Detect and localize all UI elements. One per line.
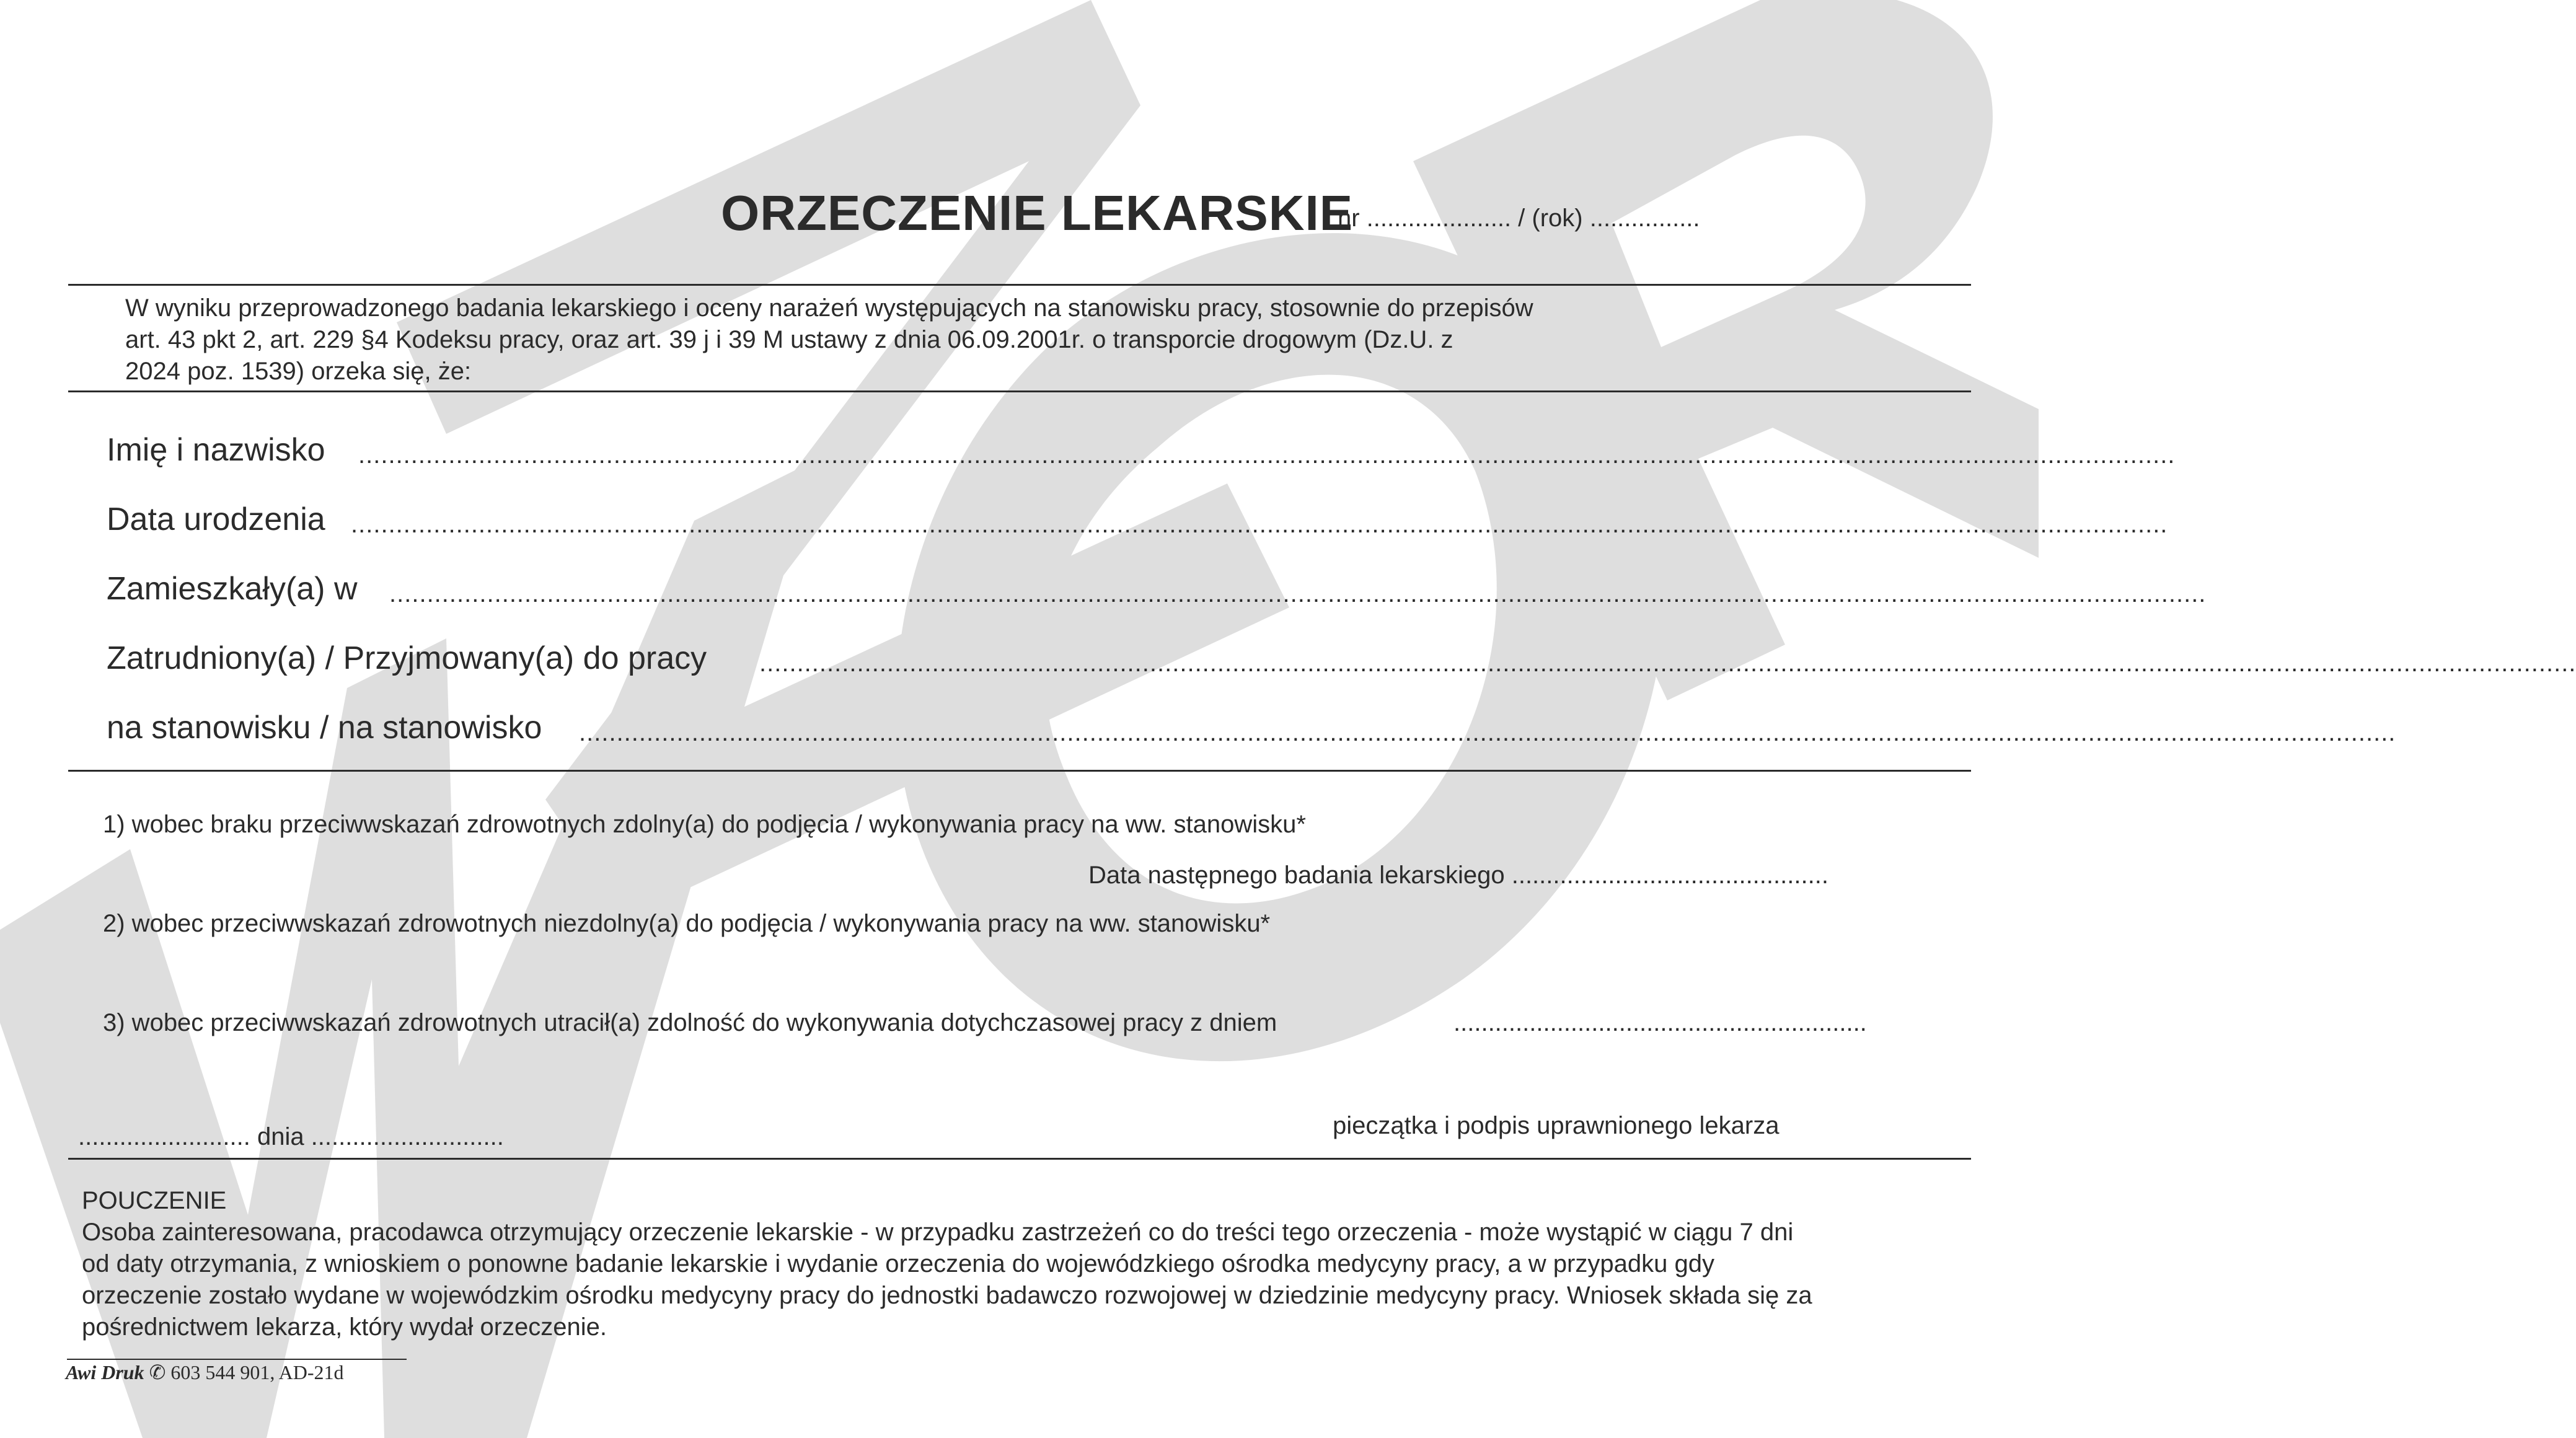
field-employment-input[interactable]: ..................................................................................................................................................................................................................................................	[759, 650, 2576, 677]
field-position-label: na stanowisku / na stanowisko	[107, 710, 542, 746]
decision-item-3-date-field[interactable]: ............................................................	[1453, 1009, 1867, 1036]
field-residence-label: Zamieszkały(a) w	[107, 571, 358, 607]
intro-line: 2024 poz. 1539) orzeka się, że:	[125, 358, 472, 385]
field-employment-label: Zatrudniony(a) / Przyjmowany(a) do pracy	[107, 640, 707, 676]
field-birth-date-input[interactable]: ..................................................................................................................................................................................................................................................	[351, 511, 2168, 538]
instruction-line: od daty otrzymania, z wnioskiem o ponowne badanie lekarskie i wydanie orzeczenia do wojewódzkiego ośrodka medycyny pracy, a w przypadku gdy	[82, 1250, 1714, 1277]
instruction-line: pośrednictwem lekarza, który wydał orzeczenie.	[82, 1313, 607, 1341]
instruction-heading: POUCZENIE	[82, 1187, 227, 1214]
decision-item-2[interactable]: 2) wobec przeciwwskazań zdrowotnych niezdolny(a) do podjęcia / wykonywania pracy na ww. stanowisku*	[103, 910, 1271, 937]
divider-intro	[68, 390, 1971, 392]
next-exam-date-field[interactable]: Data następnego badania lekarskiego ..............................................	[1088, 862, 1828, 889]
field-position-input[interactable]: ..................................................................................................................................................................................................................................................	[579, 719, 2396, 746]
phone-icon: ✆	[149, 1361, 166, 1383]
field-birth-date-label: Data urodzenia	[107, 501, 325, 537]
decision-item-1[interactable]: 1) wobec braku przeciwwskazań zdrowotnych zdolny(a) do podjęcia / wykonywania pracy na ww. stanowisku*	[103, 811, 1306, 838]
field-name-label: Imię i nazwisko	[107, 432, 325, 468]
printer-divider	[67, 1359, 407, 1360]
document-number-line[interactable]: nr ..................... / (rok) ................	[1338, 205, 1700, 232]
printer-brand: Awi Druk	[66, 1361, 144, 1383]
divider-fields	[68, 770, 1971, 772]
page-title: ORZECZENIE LEKARSKIE	[721, 185, 1354, 240]
field-name-input[interactable]: ..................................................................................................................................................................................................................................................	[358, 441, 2176, 469]
printer-imprint	[66, 1361, 343, 1384]
instruction-section	[82, 1185, 1812, 1343]
doctor-stamp-signature-label: pieczątka i podpis uprawnionego lekarza	[1333, 1112, 1780, 1139]
instruction-line: Osoba zainteresowana, pracodawca otrzymujący orzeczenie lekarskie - w przypadku zastrzeżeń co do treści tego orzeczenia - może wystąpić w ciągu 7 dni	[82, 1219, 1794, 1246]
divider-top	[68, 284, 1971, 286]
divider-signature	[68, 1158, 1971, 1160]
instruction-line: orzeczenie zostało wydane w wojewódzkim ośrodku medycyny pracy do jednostki badawczo rozwojowej w dziedzinie medycyny pracy. Wniosek składa się za	[82, 1282, 1812, 1309]
decision-item-3[interactable]: 3) wobec przeciwwskazań zdrowotnych utracił(a) zdolność do wykonywania dotychczasowej pracy z dniem	[103, 1009, 1277, 1036]
intro-line: art. 43 pkt 2, art. 229 §4 Kodeksu pracy, oraz art. 39 j i 39 M ustawy z dnia 06.09.2001r. o transporcie drogowym (Dz.U. z	[125, 326, 1453, 353]
intro-line: W wyniku przeprowadzonego badania lekarskiego i oceny narażeń występujących na stanowisku pracy, stosownie do przepisów	[125, 294, 1533, 322]
field-residence-input[interactable]: ..................................................................................................................................................................................................................................................	[389, 580, 2207, 607]
place-date-field[interactable]: ......................... dnia ............................	[78, 1123, 504, 1150]
printer-details: 603 544 901, AD-21d	[170, 1361, 344, 1383]
intro-paragraph	[125, 293, 1749, 387]
